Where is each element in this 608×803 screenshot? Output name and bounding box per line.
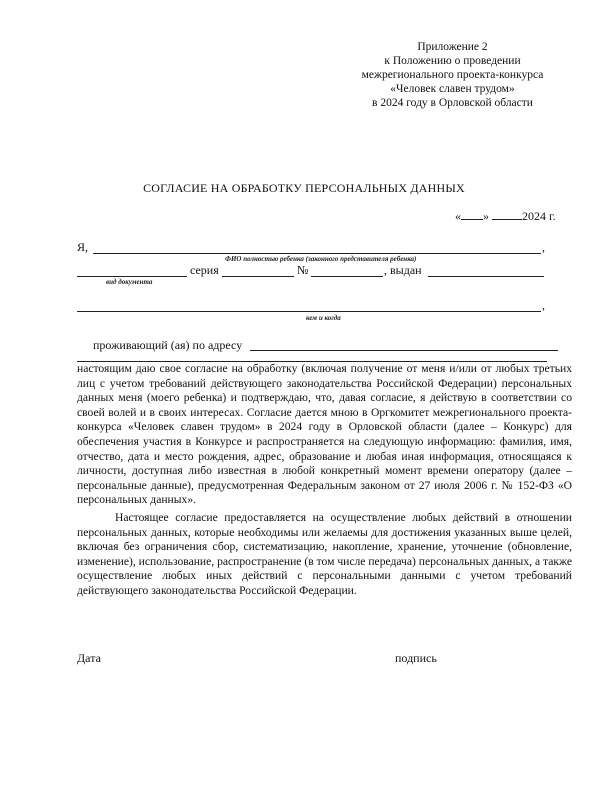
appendix-line-1: Приложение 2 (417, 41, 488, 53)
fio-hint: ФИО полностью ребенка (законного представителя ребенка) (225, 255, 417, 263)
date-label: Дата (77, 651, 101, 665)
consent-body (77, 362, 572, 599)
month-blank[interactable] (492, 208, 522, 220)
date-year: 2024 г. (522, 209, 556, 223)
issued-label: , выдан (384, 263, 422, 277)
date-close-quote: » (483, 209, 489, 223)
date-open-quote: « (455, 209, 461, 223)
fio-comma: , (542, 240, 545, 254)
document-title: СОГЛАСИЕ НА ОБРАБОТКУ ПЕРСОНАЛЬНЫХ ДАННЫХ (143, 181, 465, 195)
appendix-line-4: «Человек славен трудом» (390, 83, 515, 95)
number-label: № (297, 263, 309, 277)
fio-blank[interactable] (93, 253, 541, 254)
series-label: серия (190, 263, 219, 277)
issued-by-hint: кем и когда (306, 314, 341, 322)
doc-type-hint: вид документа (106, 278, 153, 286)
consent-paragraph-1: настоящим даю свое согласие на обработку (включая получение от меня и/или от любых третьих лиц с учетом требований действующего законодательства Российской Федерации) персональных данных меня (моего ребенка) и подтверждаю, что, давая согласие, я действую в соответствии со своей волей и в своих интересах. Согласие дается мною в Оргкомитет межрегионального проекта-конкурса «Человек славен трудом» в 2024 году в Орловской области (далее – Конкурс) для обеспечения участия в Конкурсе и распространяется на следующую информацию: фамилия, имя, отчество, дата и место рождения, адрес, образование и любая иная информация, относящаяся к личности, доступная либо известная в любой конкретный момент времени оператору (далее – персональные данные), предусмотренная Федеральным законом от 27 июля 2006 г. № 152-ФЗ «О персональных данных». (77, 362, 572, 507)
appendix-line-5: в 2024 году в Орловской области (372, 97, 533, 109)
issued-blank[interactable] (428, 276, 544, 277)
signature-label: подпись (395, 651, 437, 665)
number-blank[interactable] (311, 276, 383, 277)
doc-type-blank[interactable] (77, 276, 187, 277)
address-blank[interactable] (250, 350, 558, 351)
appendix-header (330, 40, 575, 110)
address-label: проживающий (ая) по адресу (93, 338, 243, 352)
day-blank[interactable] (461, 208, 483, 220)
consent-paragraph-2: Настоящее согласие предоставляется на осуществление любых действий в отношении персональных данных, которые необходимы или желаемы для достижения указанных выше целей, включая без ограничения сбор, систематизацию, накопление, хранение, уточнение (обновление, изменение), использование, распространение (в том числе передача) персональных данных, а также осуществление любых иных действий с персональными данными с учетом требований действующего законодательства Российской Федерации. (77, 510, 572, 597)
series-blank[interactable] (222, 276, 294, 277)
appendix-line-2: к Положению о проведении (384, 55, 521, 67)
issued-by-comma: , (542, 298, 545, 312)
appendix-line-3: межрегионального проекта-конкурса (361, 69, 544, 81)
issued-by-blank[interactable] (77, 311, 541, 312)
i-label: Я, (77, 240, 89, 254)
date-line (455, 208, 556, 224)
